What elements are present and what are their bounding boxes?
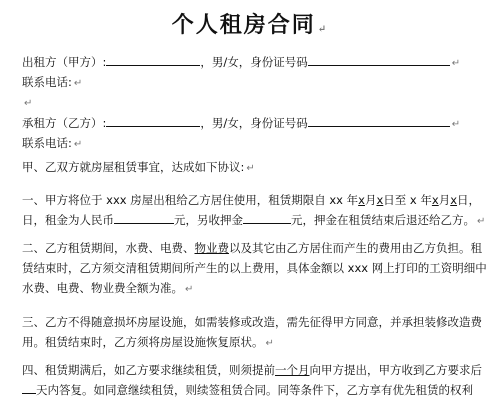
paragraph-mark: ↵ xyxy=(317,24,329,35)
reply-days-blank xyxy=(22,381,36,394)
lessor-gender-id: ，男/女，身份证号码 xyxy=(200,55,308,69)
blank-line: ↵ xyxy=(24,98,33,109)
property-fee-link: 物业费 xyxy=(194,241,229,255)
clause-2-text: 二、乙方租赁期间，水费、电费、 xyxy=(22,241,195,255)
clause-4-text: 四、租赁期满后，如乙方要求继续租赁，则须提前 xyxy=(22,363,275,377)
title-text: 个人租房合同 xyxy=(171,12,316,38)
lessee-line: 承租方（乙方）: ，男/女，身份证号码 ↵ xyxy=(22,116,461,130)
clause-1-line-2: 日，租金为人民币 元，另收押金 元，押金在租赁结束后退还给乙方。 ↵ xyxy=(22,213,486,227)
clause-3-line-2: 用。租赁结束时，乙方须将房屋设施恢复原状。 ↵ xyxy=(22,335,274,349)
lessor-phone-line: 联系电话: ↵ xyxy=(22,75,83,89)
lessee-phone-line: 联系电话: ↵ xyxy=(22,136,83,150)
clause-3-line-1 xyxy=(22,312,492,332)
lessor-label: 出租方（甲方）: xyxy=(22,55,107,69)
clause-2-line-1: 二、乙方租赁期间，水费、电费、物业费以及其它由乙方居住而产生的费用由乙方负担。租 xyxy=(22,241,482,255)
clause-1-month-blank: x xyxy=(358,193,365,207)
lessee-gender-id: ，男/女，身份证号码 xyxy=(200,116,308,130)
lessee-id-blank xyxy=(308,114,450,127)
deposit-amount-blank xyxy=(243,211,291,224)
rent-amount-blank xyxy=(114,211,174,224)
clause-2-line-2: 赁结束时，乙方须交清租赁期间所产生的以上费用，具体金额以 xxx 网上打印的工资明细中 xyxy=(22,261,487,275)
document-title xyxy=(0,8,500,39)
intro-line: 甲、乙双方就房屋租赁事宜，达成如下协议: ↵ xyxy=(22,160,255,174)
clause-3-text: 三、乙方不得随意损坏房屋设施，如需装修或改造，需先征得甲方同意，并承担装修改造费 xyxy=(22,315,482,329)
lessor-id-blank xyxy=(308,53,450,66)
lessor-line: 出租方（甲方）: ，男/女，身份证号码 ↵ xyxy=(22,55,461,69)
clause-1-text: 一、甲方将位于 xxx 房屋出租给乙方居住使用，租赁期限自 xx 年 xyxy=(22,193,359,207)
lessee-label: 承租方（乙方）: xyxy=(22,116,107,130)
clause-4-line-2: 天内答复。如同意继续租赁，则续签租赁合同。同等条件下，乙方享有优先租赁的权利 xyxy=(22,380,492,400)
clause-2-line-3: 水费、电费、物业费全额为准。 ↵ xyxy=(22,281,194,295)
rent-label: 日，租金为人民币 xyxy=(22,213,114,227)
intro-text: 甲、乙双方就房屋租赁事宜，达成如下协议: xyxy=(22,160,245,174)
clause-4-line-1: 四、租赁期满后，如乙方要求继续租赁，则须提前一个月向甲方提出，甲方收到乙方要求后 xyxy=(22,363,482,377)
clause-1-line-1: 一、甲方将位于 xxx 房屋出租给乙方居住使用，租赁期限自 xx 年x月x日至 x 年x月x日， xyxy=(22,193,481,207)
lessor-name-blank xyxy=(106,53,200,66)
lessor-phone-label: 联系电话: xyxy=(22,75,72,89)
clause-1-day-blank: x xyxy=(376,193,384,207)
notice-period: 一个月 xyxy=(275,363,310,377)
deposit-label: 元，另收押金 xyxy=(174,213,243,227)
lessee-phone-label: 联系电话: xyxy=(22,136,72,150)
lessee-name-blank xyxy=(106,114,200,127)
